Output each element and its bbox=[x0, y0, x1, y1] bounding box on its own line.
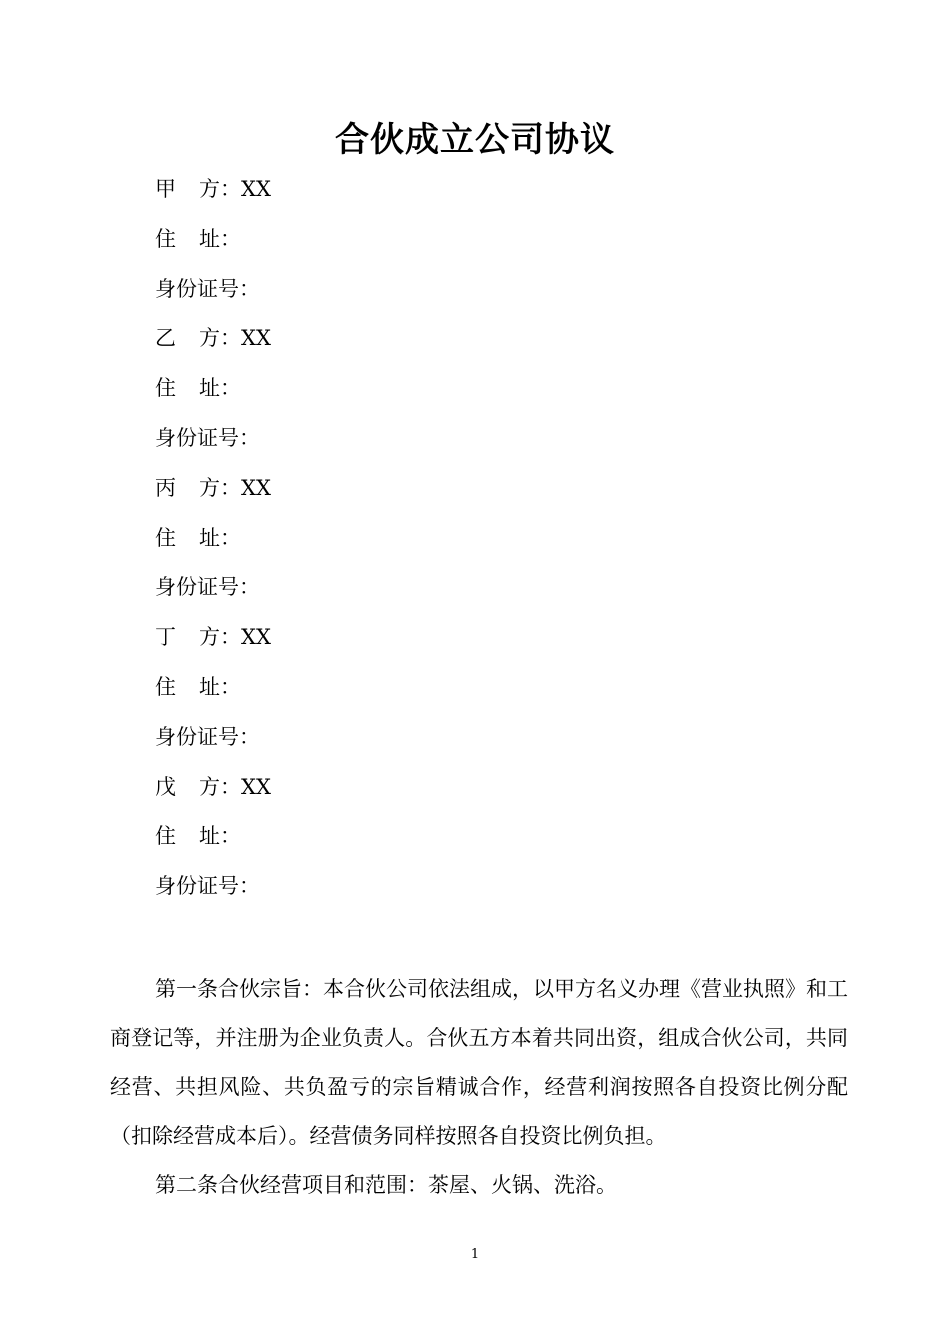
party-b-id: 身份证号： bbox=[155, 425, 260, 450]
party-role: 甲 bbox=[155, 177, 176, 201]
party-a-line bbox=[155, 171, 795, 221]
party-d-address: 住 址： bbox=[155, 674, 241, 699]
articles-section bbox=[110, 965, 848, 1210]
party-role: 乙 bbox=[155, 326, 176, 351]
page-number: 1 bbox=[470, 1247, 480, 1262]
party-e-line bbox=[155, 769, 795, 819]
party-role: 丙 bbox=[155, 475, 176, 500]
party-d-line bbox=[155, 619, 795, 669]
party-name: 方：XX bbox=[199, 625, 271, 650]
parties-section bbox=[155, 171, 795, 918]
party-c-address: 住 址： bbox=[155, 525, 241, 550]
document-title: 合伙成立公司协议 bbox=[335, 120, 615, 160]
party-a-id: 身份证号： bbox=[155, 276, 260, 301]
party-c-line bbox=[155, 470, 795, 520]
party-role: 戊 bbox=[155, 774, 176, 799]
party-role: 丁 bbox=[155, 625, 176, 650]
party-name: 方：XX bbox=[199, 326, 271, 351]
article-1-paragraph: 第一条合伙宗旨：本合伙公司依法组成，以甲方名义办理《营业执照》和工商登记等，并注册为企业负责人。合伙五方本着共同出资，组成合伙公司，共同经营、共担风险、共负盈亏的宗旨精诚合作，经营利润按照各自投资比例分配（扣除经营成本后）。经营债务同样按照各自投资比例负担。 bbox=[110, 977, 848, 1148]
party-d-id: 身份证号： bbox=[155, 724, 260, 749]
party-name: 方：XX bbox=[199, 774, 271, 799]
party-name: 方：XX bbox=[199, 177, 271, 201]
party-a-address: 住 址： bbox=[155, 226, 241, 251]
article-2-paragraph: 第二条合伙经营项目和范围：茶屋、火锅、洗浴。 bbox=[155, 1173, 617, 1197]
party-c-id: 身份证号： bbox=[155, 575, 260, 600]
party-e-id: 身份证号： bbox=[155, 874, 260, 899]
party-b-line bbox=[155, 320, 795, 370]
party-name: 方：XX bbox=[199, 475, 271, 500]
party-b-address: 住 址： bbox=[155, 376, 241, 401]
party-e-address: 住 址： bbox=[155, 824, 241, 849]
